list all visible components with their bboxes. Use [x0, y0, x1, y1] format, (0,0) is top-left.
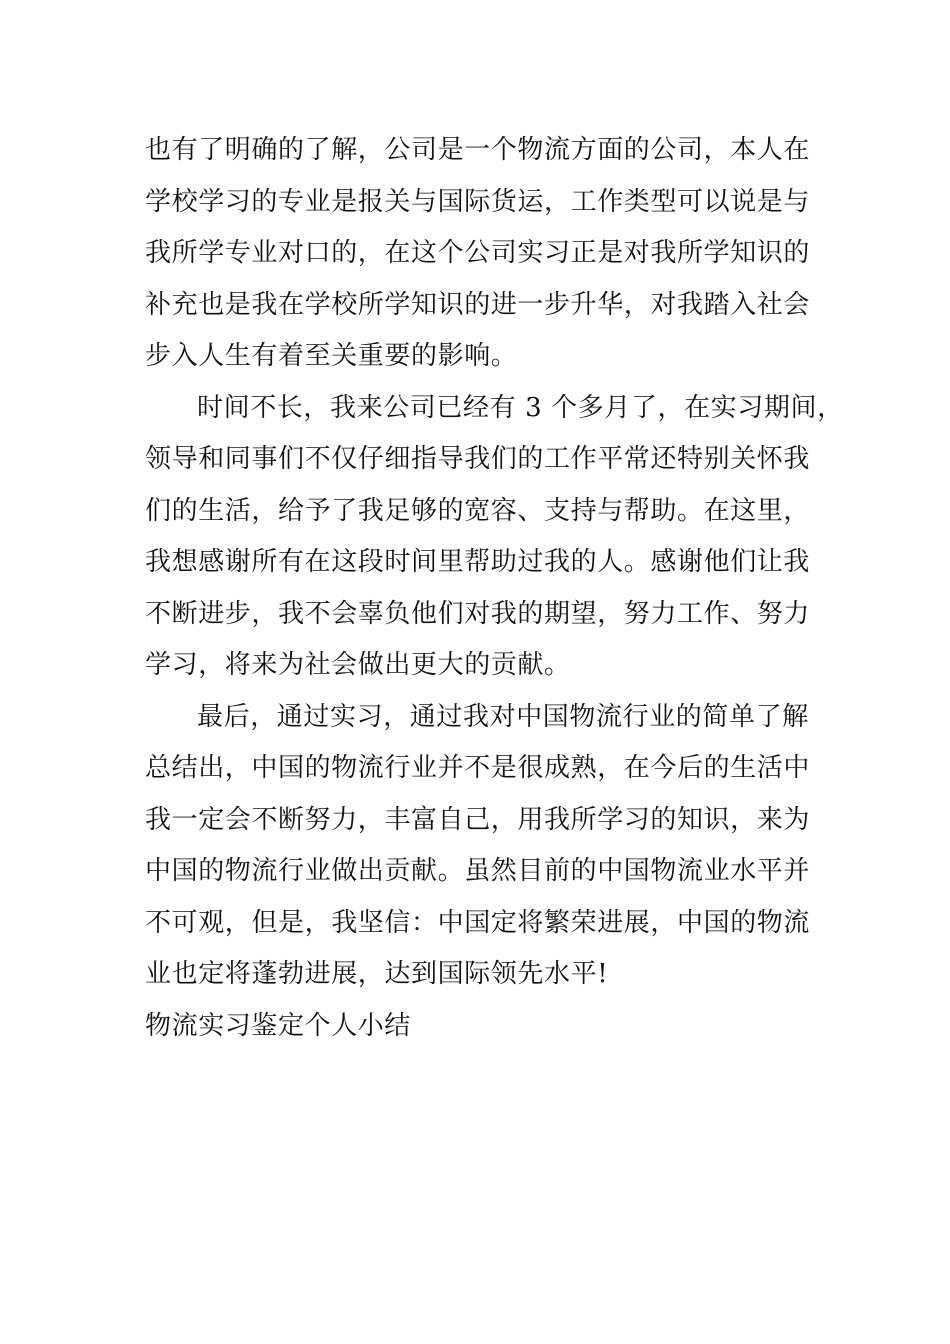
- section-heading: 物流实习鉴定个人小结: [145, 1010, 412, 1041]
- paragraph-3: [145, 692, 810, 1001]
- text-line: 也有了明确的了解，公司是一个物流方面的公司，本人在: [145, 135, 811, 165]
- text-line: 最后，通过实习，通过我对中国物流行业的简单了解: [197, 701, 809, 732]
- document-body: [145, 125, 844, 1052]
- text-line: 们的生活，给予了我足够的宽容、支持与帮助。在这里，: [145, 495, 811, 526]
- text-line: 中国的物流行业做出贡献。虽然目前的中国物流业水平并: [145, 856, 811, 886]
- text-line: 不可观，但是，我坚信：中国定将繁荣进展，中国的物流: [145, 907, 811, 938]
- text-line: 领导和同事们不仅仔细指导我们的工作平常还特别关怀我: [145, 444, 811, 474]
- text-line: 总结出，中国的物流行业并不是很成熟，在今后的生活中: [145, 753, 811, 783]
- text-line: 不断进步，我不会辜负他们对我的期望，努力工作、努力: [145, 598, 811, 629]
- paragraph-2: [145, 383, 844, 692]
- text-line: 我所学专业对口的，在这个公司实习正是对我所学知识的: [145, 238, 811, 268]
- text-line: 学校学习的专业是报关与国际货运，工作类型可以说是与: [145, 186, 811, 217]
- text-line: 学习，将来为社会做出更大的贡献。: [145, 650, 571, 680]
- text-line: 补充也是我在学校所学知识的进一步升华，对我踏入社会: [145, 289, 811, 320]
- text-line: 我想感谢所有在这段时间里帮助过我的人。感谢他们让我: [145, 547, 811, 577]
- text-line: 我一定会不断努力，丰富自己，用我所学习的知识，来为: [145, 804, 811, 835]
- text-line: 时间不长，我来公司已经有 3 个多月了，在实习期间，: [197, 392, 844, 423]
- text-line: 步入人生有着至关重要的影响。: [145, 341, 518, 371]
- text-line: 业也定将蓬勃进展，达到国际领先水平!: [145, 959, 609, 989]
- paragraph-1: [145, 125, 810, 383]
